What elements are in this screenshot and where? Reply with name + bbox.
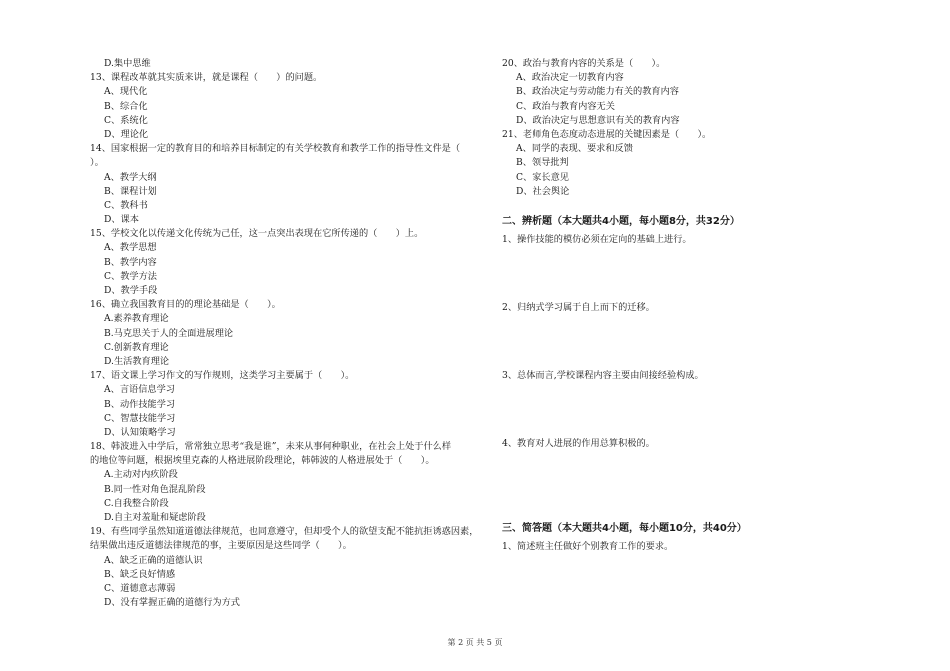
answer-option: B、政治决定与劳动能力有关的教育内容: [516, 86, 679, 98]
right-column: [502, 57, 902, 554]
answer-option: C、政治与教育内容无关: [516, 100, 615, 112]
answer-option: B、领导批判: [516, 157, 569, 169]
question-text: 的地位等问题，根据埃里克森的人格进展阶段理论，韩韩波的人格进展处于（ ）。: [90, 455, 435, 467]
answer-option: D、政治决定与思想意识有关的教育内容: [516, 114, 680, 126]
question-text: 15、学校文化以传递文化传统为己任，这一点突出表现在它所传递的（ ）上。: [90, 228, 424, 240]
page-footer: 第 2 页 共 5 页: [447, 638, 503, 647]
answer-option: B、动作技能学习: [104, 398, 176, 410]
answer-option: C、教科书: [104, 199, 148, 211]
question-text: 结果做出违反道德法律规范的事，主要原因是这些同学（ ）。: [90, 540, 352, 552]
question-text: 16、确立我国教育目的的理论基础是（ ）。: [90, 299, 281, 311]
question-text: 4、教育对人进展的作用总算积极的。: [502, 438, 655, 450]
section-heading: 三、简答题（本大题共4小题，每小题10分，共40分）: [502, 522, 747, 534]
answer-option: D、社会舆论: [516, 185, 570, 197]
answer-option: B.马克思关于人的全面进展理论: [104, 327, 234, 339]
answer-option: A.素养教育理论: [104, 313, 169, 325]
answer-option: A、教学大纲: [104, 171, 157, 183]
question-text: 18、韩波进入中学后，常常独立思考“我是谁”，未来从事何种职业，在社会上处于什么样: [90, 441, 452, 453]
answer-space: [502, 452, 902, 522]
question-text: 17、语文课上学习作文的写作规则，这类学习主要属于（ ）。: [90, 370, 355, 382]
answer-option: C、智慧技能学习: [104, 412, 176, 424]
question-text: 21、老师角色态度动态进展的关键因素是（ ）。: [502, 128, 712, 140]
answer-option: A、现代化: [104, 86, 148, 98]
answer-option: D、认知策略学习: [104, 426, 176, 438]
question-text: 1、操作技能的模仿必须在定向的基础上进行。: [502, 233, 692, 245]
answer-option: A、言语信息学习: [104, 384, 175, 396]
question-text: 14、国家根据一定的教育目的和培养目标制定的有关学校教育和教学工作的指导性文件是（: [90, 143, 461, 155]
answer-option: A、政治决定一切教育内容: [516, 72, 624, 84]
question-text: 3、总体而言,学校课程内容主要由间接经验构成。: [502, 370, 704, 382]
answer-option: B、教学内容: [104, 256, 157, 268]
answer-option: A、同学的表现、要求和反馈: [516, 143, 633, 155]
answer-option: D.自主对羞耻和疑虑阶段: [104, 512, 206, 523]
question-text: 1、简述班主任做好个别教育工作的要求。: [502, 540, 674, 552]
question-text: ）。: [90, 157, 104, 169]
answer-option: D.集中思维: [104, 58, 151, 69]
answer-space: [502, 315, 902, 369]
answer-option: C、教学方法: [104, 270, 157, 282]
answer-option: C、家长意见: [516, 171, 569, 183]
question-text: 2、归纳式学习属于自上而下的迁移。: [502, 302, 655, 314]
answer-option: D、教学手段: [104, 285, 158, 296]
answer-option: A、教学思想: [104, 242, 157, 254]
answer-option: A.主动对内疚阶段: [104, 469, 178, 481]
answer-option: D、理论化: [104, 128, 149, 140]
answer-option: C.创新教育理论: [104, 341, 169, 353]
answer-option: D、课本: [104, 214, 139, 226]
answer-space: [502, 383, 902, 437]
answer-space: [502, 199, 902, 215]
left-column: [90, 57, 485, 610]
answer-option: B、缺乏良好情感: [104, 568, 176, 580]
section-heading: 二、辨析题（本大题共4小题，每小题8分，共32分）: [502, 215, 740, 227]
answer-option: A、缺乏正确的道德认识: [104, 554, 203, 566]
answer-option: C.自我整合阶段: [104, 497, 169, 509]
answer-option: C、系统化: [104, 114, 148, 126]
question-text: 13、课程改革就其实质来讲，就是课程（ ）的问题。: [90, 72, 323, 84]
answer-option: D.生活教育理论: [104, 355, 170, 367]
answer-space: [502, 247, 902, 301]
question-text: 19、有些同学虽然知道道德法律规范，也同意遵守，但却受个人的欲望支配不能抗拒诱惑因素，: [90, 526, 479, 538]
answer-option: C、道德意志薄弱: [104, 582, 176, 594]
answer-option: D、没有掌握正确的道德行为方式: [104, 597, 240, 609]
answer-option: B.同一性对角色混乱阶段: [104, 483, 206, 495]
question-text: 20、政治与教育内容的关系是（ ）。: [502, 58, 666, 69]
answer-option: B、综合化: [104, 100, 148, 112]
answer-option: B、课程计划: [104, 185, 157, 197]
